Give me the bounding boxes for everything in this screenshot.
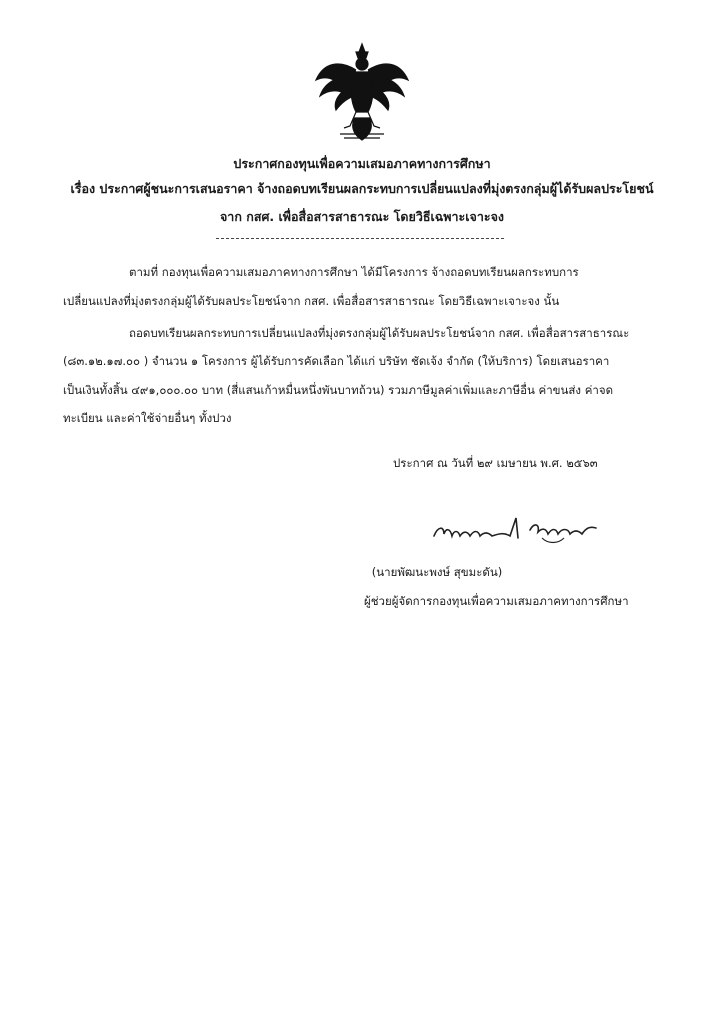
body-paragraph-line: เปลี่ยนแปลงที่มุ่งตรงกลุ่มผู้ได้รับผลประโยชน์จาก กสศ. เพื่อสื่อสารสาธารณะ โดยวิธีเฉพาะเจาะจง นั้น (63, 294, 560, 308)
body-paragraph-line: เป็นเงินทั้งสิ้น ๔๙๑,๐๐๐.๐๐ บาท (สี่แสนเก้าหมื่นหนึ่งพันบาทถ้วน) รวมภาษีมูลค่าเพิ่มและภาษีอื่น ค่าขนส่ง ค่าจด (63, 383, 614, 397)
announcement-title: ประกาศกองทุนเพื่อความเสมอภาคทางการศึกษา (233, 156, 491, 171)
signer-name: (นายพัฒนะพงษ์ สุขมะดัน) (371, 565, 503, 579)
announcement-subject-cont: จาก กสศ. เพื่อสื่อสารสาธารณะ โดยวิธีเฉพาะเจาะจง (219, 209, 504, 224)
announcement-date: ประกาศ ณ วันที่ ๒๙ เมษายน พ.ศ. ๒๕๖๓ (393, 456, 598, 470)
body-paragraph-line: ถอดบทเรียนผลกระทบการเปลี่ยนแปลงที่มุ่งตรงกลุ่มผู้ได้รับผลประโยชน์จาก กสศ. เพื่อสื่อสารสาธารณะ (129, 326, 630, 340)
title-divider (216, 238, 504, 239)
announcement-subject: เรื่อง ประกาศผู้ชนะการเสนอราคา จ้างถอดบทเรียนผลกระทบการเปลี่ยนแปลงที่มุ่งตรงกลุ่มผู้ได้รับผลประโยชน์ (70, 181, 654, 196)
garuda-emblem-icon (310, 40, 414, 144)
body-paragraph-line: ตามที่ กองทุนเพื่อความเสมอภาคทางการศึกษา ได้มีโครงการ จ้างถอดบทเรียนผลกระทบการ (129, 265, 579, 279)
body-paragraph-line: (๘๓.๑๒.๑๗.๐๐ ) จำนวน ๑ โครงการ ผู้ได้รับการคัดเลือก ได้แก่ บริษัท ชัดเจ้ง จำกัด (ให้บริการ) โดยเสนอราคา (63, 354, 610, 368)
handwritten-signature (430, 508, 610, 548)
signer-position: ผู้ช่วยผู้จัดการกองทุนเพื่อความเสมอภาคทางการศึกษา (364, 594, 629, 608)
body-paragraph-line: ทะเบียน และค่าใช้จ่ายอื่นๆ ทั้งปวง (63, 411, 232, 425)
